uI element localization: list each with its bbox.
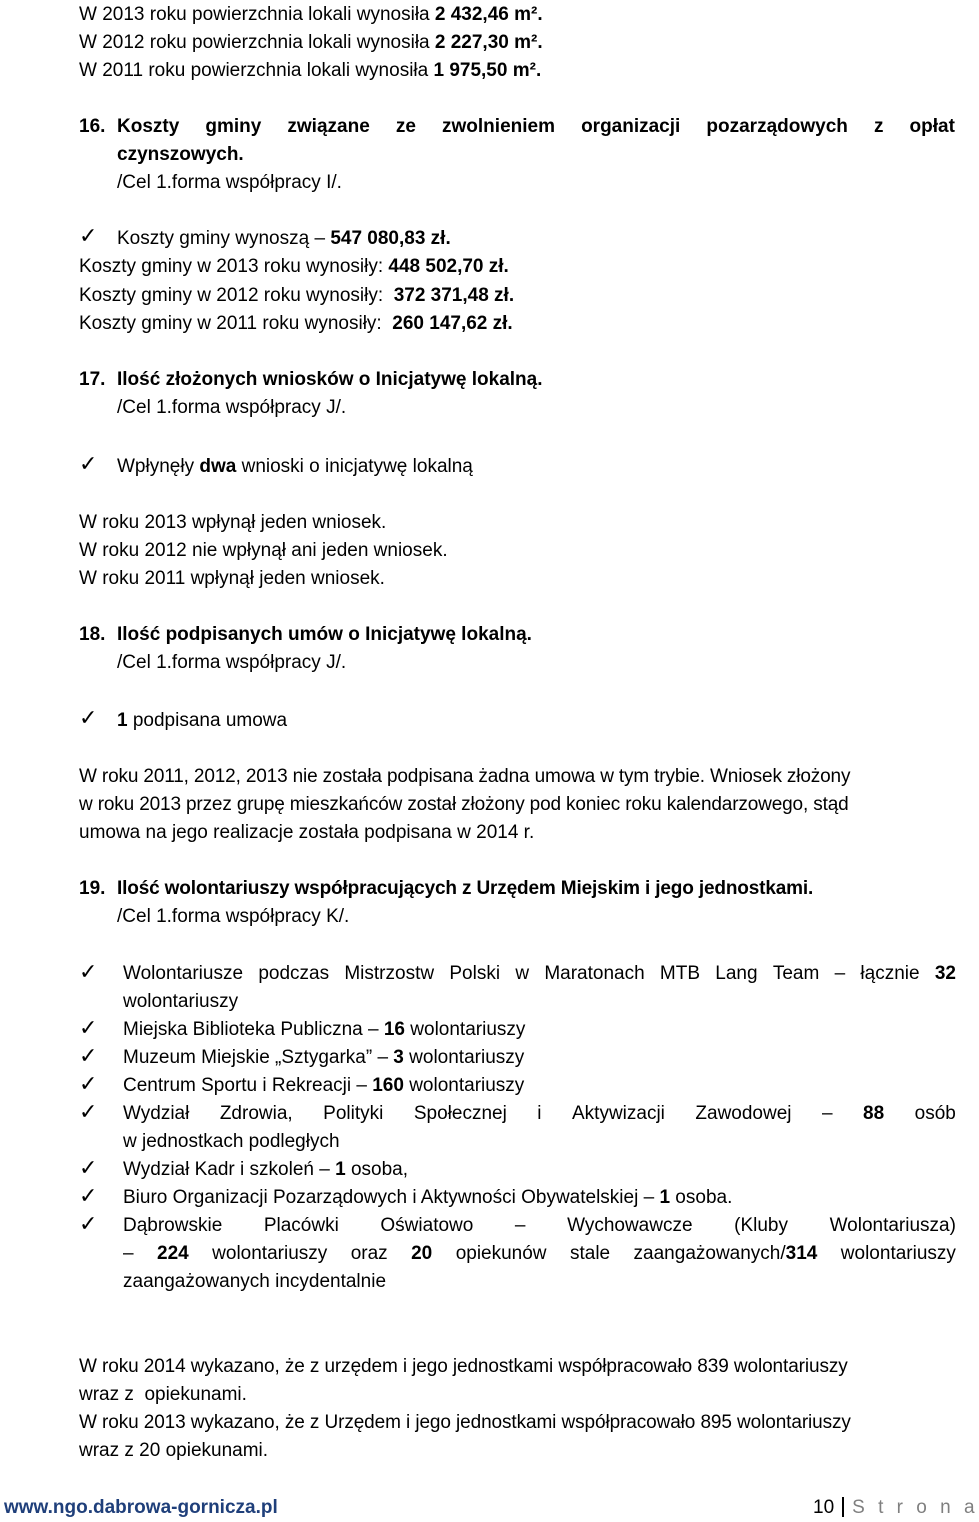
word: – <box>514 1215 526 1236</box>
checkmark-icon: ✓ <box>79 1016 98 1041</box>
footer-divider <box>842 1497 844 1517</box>
word: Zdrowia, <box>219 1103 293 1124</box>
section-16-cel: /Cel 1.forma współpracy I/. <box>117 172 342 193</box>
item-count: 1 <box>335 1159 346 1180</box>
section-17-cel: /Cel 1.forma współpracy J/. <box>117 397 347 418</box>
item-text: osoba, <box>345 1159 408 1180</box>
volunteer-item-biuro-organizacji <box>123 1184 732 1212</box>
item-count: 16 <box>383 1019 405 1040</box>
section-19-number: 19. <box>79 878 106 899</box>
bullet-text: wnioski o inicjatywę lokalną <box>236 456 473 477</box>
item-text: stale <box>569 1243 611 1264</box>
section-19-cel: /Cel 1.forma współpracy K/. <box>117 906 350 927</box>
volunteer-item-maraton-line2: wolontariuszy <box>123 991 239 1012</box>
section-18-bullet <box>117 707 287 735</box>
item-count: 160 <box>372 1075 404 1096</box>
bullet-value: 547 080,83 zł. <box>330 228 451 249</box>
page-number: 10 <box>813 1497 835 1518</box>
item-text: wolontariuszy <box>405 1019 526 1040</box>
word-bold: 32 <box>934 963 956 984</box>
word: w <box>515 963 530 984</box>
volunteer-item-placowki <box>123 1212 956 1240</box>
cost-row-2013 <box>79 253 509 281</box>
item-text: Muzeum Miejskie „Sztygarka” – <box>123 1047 394 1068</box>
intro-value: 2 432,46 m². <box>434 4 543 25</box>
intro-text: W 2011 roku powierzchnia lokali wynosiła <box>79 60 434 81</box>
volunteer-item-placowki-line3: zaangażowanych incydentalnie <box>123 1271 387 1292</box>
checkmark-icon: ✓ <box>79 1156 98 1181</box>
section-19-title: Ilość wolontariuszy współpracujących z Urzędem Miejskim i jego jednostkami. <box>117 878 814 899</box>
word: łącznie <box>860 963 920 984</box>
word: Placówki <box>263 1215 339 1236</box>
section-18-paragraph-line1: W roku 2011, 2012, 2013 nie została podpisana żadna umowa w tym trybie. Wniosek złożony <box>79 766 851 787</box>
word: Polityki <box>323 1103 384 1124</box>
cost-label: Koszty gminy w 2011 roku wynosiły: <box>79 313 393 334</box>
intro-value: 2 227,30 m². <box>434 32 543 53</box>
word: z <box>873 116 884 137</box>
bullet-bold: dwa <box>199 456 237 477</box>
word: gminy <box>205 116 262 137</box>
word: zwolnieniem <box>442 116 555 137</box>
intro-line-2013 <box>79 1 543 29</box>
section-16-title-line1 <box>117 113 955 141</box>
section-17-bullet <box>117 453 473 481</box>
cost-value: 448 502,70 zł. <box>388 256 509 277</box>
word: Aktywizacji <box>572 1103 665 1124</box>
item-text: – <box>123 1243 134 1264</box>
word: Oświatowo <box>380 1215 474 1236</box>
word: MTB <box>659 963 701 984</box>
bullet-text: podpisana umowa <box>127 710 288 731</box>
word: Mistrzostw <box>344 963 435 984</box>
checkmark-icon: ✓ <box>79 452 98 477</box>
bullet-bold: 1 <box>117 710 128 731</box>
section-18-title: Ilość podpisanych umów o Inicjatywę lokalną. <box>117 624 532 645</box>
footer-website-link[interactable]: www.ngo.dabrowa-gornicza.pl <box>4 1497 278 1518</box>
cost-row-2012 <box>79 282 514 310</box>
intro-text: W 2013 roku powierzchnia lokali wynosiła <box>79 4 435 25</box>
item-count: 3 <box>393 1047 404 1068</box>
section-18-number: 18. <box>79 624 106 645</box>
bullet-text: Wpłynęły <box>117 456 200 477</box>
item-count: 224 <box>157 1243 189 1264</box>
section-18-paragraph-line3: umowa na jego realizacje została podpisana w 2014 r. <box>79 822 535 843</box>
application-line: W roku 2012 nie wpłynął ani jeden wniosek. <box>79 540 448 561</box>
word: Wydział <box>123 1103 190 1124</box>
section-18-cel: /Cel 1.forma współpracy J/. <box>117 652 347 673</box>
section-17-title: Ilość złożonych wniosków o Inicjatywę lokalną. <box>117 369 543 390</box>
item-text: oraz <box>350 1243 388 1264</box>
checkmark-icon: ✓ <box>79 1044 98 1069</box>
word: – <box>834 963 846 984</box>
bullet-text: Koszty gminy wynoszą – <box>117 228 331 249</box>
word: Społecznej <box>413 1103 507 1124</box>
word: (Kluby <box>734 1215 788 1236</box>
intro-value: 1 975,50 m². <box>433 60 542 81</box>
intro-line-2012 <box>79 29 543 57</box>
checkmark-icon: ✓ <box>79 1072 98 1097</box>
word: Wychowawcze <box>567 1215 693 1236</box>
intro-line-2011 <box>79 57 541 85</box>
word: Zawodowej <box>695 1103 792 1124</box>
word: Team <box>772 963 820 984</box>
volunteer-item-biblioteka <box>123 1016 525 1044</box>
checkmark-icon: ✓ <box>79 224 98 249</box>
word: i <box>537 1103 542 1124</box>
word: ze <box>395 116 416 137</box>
word: osób <box>914 1103 956 1124</box>
cost-row-2011 <box>79 310 513 338</box>
intro-text: W 2012 roku powierzchnia lokali wynosiła <box>79 32 435 53</box>
volunteer-item-wydzial-zdrowia <box>123 1100 956 1128</box>
summary-line-2013b: wraz z 20 opiekunami. <box>79 1440 269 1461</box>
section-17-number: 17. <box>79 369 106 390</box>
section-16-title-line2: czynszowych. <box>117 144 244 165</box>
item-text: wolontariuszy <box>403 1075 525 1096</box>
word: Lang <box>715 963 758 984</box>
volunteer-item-wydzial-kadr <box>123 1156 408 1184</box>
word: opłat <box>909 116 955 137</box>
word: pozarządowych <box>706 116 848 137</box>
summary-line-2014: W roku 2014 wykazano, że z urzędem i jego jednostkami współpracowało 839 wolontariuszy <box>79 1356 848 1377</box>
word: Maratonach <box>544 963 645 984</box>
item-text: zaangażowanych/314 <box>633 1243 818 1264</box>
section-16-number: 16. <box>79 116 106 137</box>
item-text: Biuro Organizacji Pozarządowych i Aktywności Obywatelskiej – <box>123 1187 660 1208</box>
word: organizacji <box>581 116 681 137</box>
word: Wolontariusze <box>123 963 244 984</box>
item-count: 20 <box>411 1243 433 1264</box>
volunteer-item-centrum-sportu <box>123 1072 524 1100</box>
word: Koszty <box>117 116 180 137</box>
volunteer-item-wydzial-zdrowia-line2: w jednostkach podległych <box>123 1131 340 1152</box>
application-line: W roku 2013 wpłynął jeden wniosek. <box>79 512 387 533</box>
page-word: S t r o n a <box>852 1497 979 1518</box>
volunteer-item-muzeum <box>123 1044 524 1072</box>
cost-value: 260 147,62 zł. <box>392 313 513 334</box>
item-text: wolontariuszy <box>212 1243 328 1264</box>
checkmark-icon: ✓ <box>79 1212 98 1237</box>
item-count: 88 <box>863 1103 885 1124</box>
section-18-paragraph-line2: w roku 2013 przez grupę mieszkańców został złożony pod koniec roku kalendarzowego, stąd <box>79 794 849 815</box>
item-text: wolontariuszy <box>840 1243 956 1264</box>
item-text: osoba. <box>670 1187 733 1208</box>
checkmark-icon: ✓ <box>79 706 98 731</box>
cost-label: Koszty gminy w 2012 roku wynosiły: <box>79 285 394 306</box>
item-text: opiekunów <box>455 1243 547 1264</box>
item-count: 314 <box>785 1243 818 1264</box>
word: Wolontariusza) <box>829 1215 956 1236</box>
section-16-bullet <box>117 225 451 253</box>
word: podczas <box>258 963 330 984</box>
footer-page-label <box>813 1494 979 1522</box>
item-text: Miejska Biblioteka Publiczna – <box>123 1019 384 1040</box>
item-text: Centrum Sportu i Rekreacji – <box>123 1075 373 1096</box>
summary-line-2013: W roku 2013 wykazano, że z Urzędem i jego jednostkami współpracowało 895 wolontariuszy <box>79 1412 851 1433</box>
item-text: wolontariuszy <box>403 1047 525 1068</box>
volunteer-item-placowki-line2 <box>123 1240 956 1268</box>
word: związane <box>287 116 370 137</box>
checkmark-icon: ✓ <box>79 1100 98 1125</box>
item-count: 1 <box>659 1187 671 1208</box>
volunteer-item-maraton <box>123 960 956 988</box>
checkmark-icon: ✓ <box>79 1184 98 1209</box>
application-line: W roku 2011 wpłynął jeden wniosek. <box>79 568 385 589</box>
cost-label: Koszty gminy w 2013 roku wynosiły: <box>79 256 389 277</box>
cost-value: 372 371,48 zł. <box>393 285 515 306</box>
checkmark-icon: ✓ <box>79 960 98 985</box>
summary-line-2014b: wraz z opiekunami. <box>79 1384 247 1405</box>
item-text: Wydział Kadr i szkoleń – <box>123 1159 336 1180</box>
word: Dąbrowskie <box>123 1215 223 1236</box>
word: Polski <box>449 963 501 984</box>
word: – <box>821 1103 833 1124</box>
